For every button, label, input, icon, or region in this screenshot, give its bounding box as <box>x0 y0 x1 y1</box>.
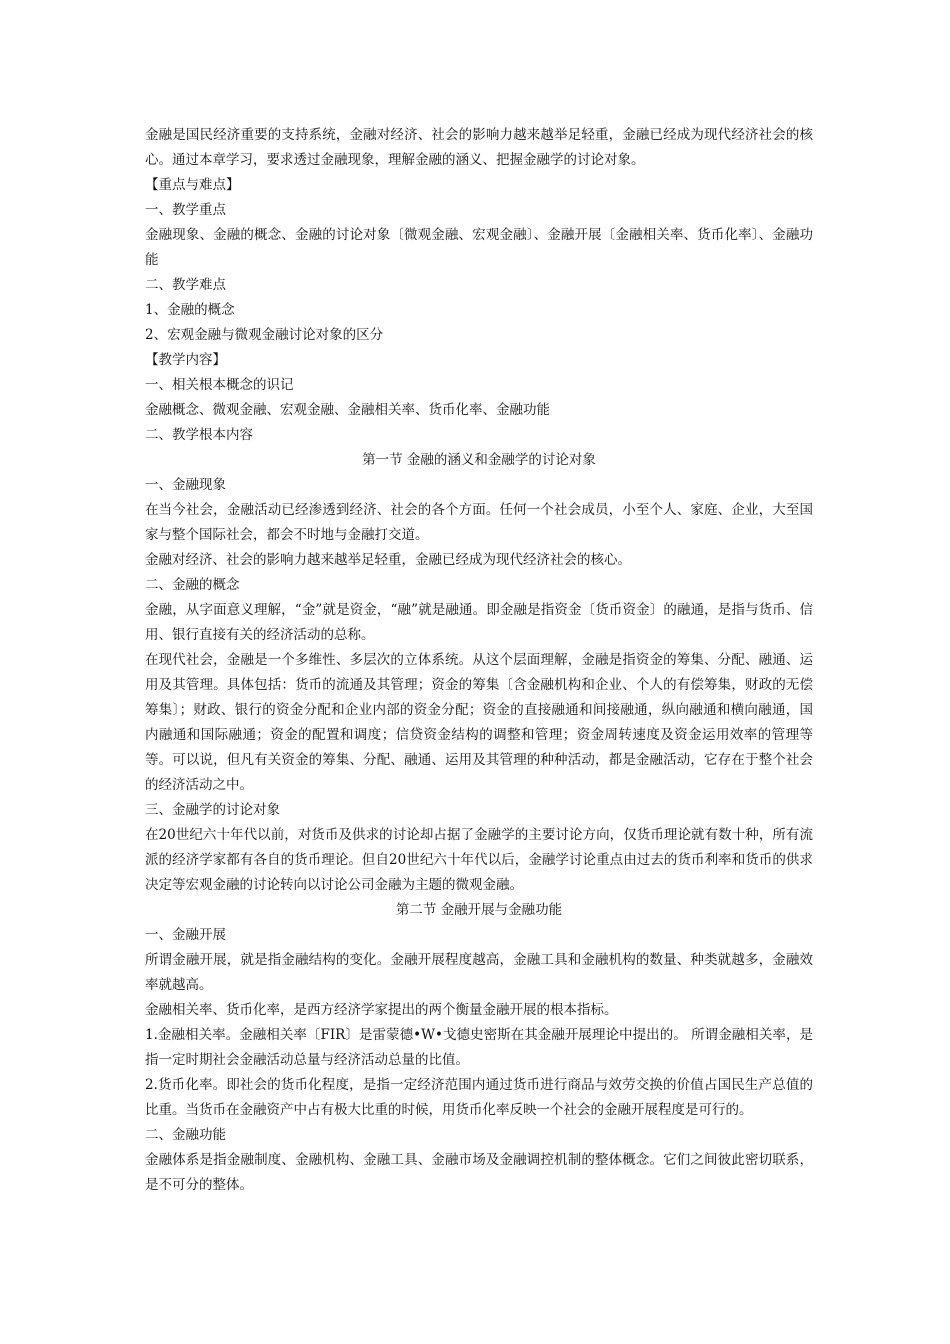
heading: 二、教学根本内容 <box>145 427 253 443</box>
section-title: 第一节 金融的涵义和金融学的讨论对象 <box>362 452 596 468</box>
document-body <box>145 123 813 1198</box>
paragraph: 金融，从字面意义理解，“金”就是资金，“融”就是融通。即金融是指资金〔货币资金〕的融通，是指与货币、信用、银行直接有关的经济活动的总称。 <box>145 602 813 643</box>
paragraph: 金融体系是指金融制度、金融机构、金融工具、金融市场及金融调控机制的整体概念。它们之间彼此密切联系，是不可分的整体。 <box>145 1152 813 1193</box>
paragraph: 金融对经济、社会的影响力越来越举足轻重，金融已经成为现代经济社会的核心。 <box>145 552 631 568</box>
paragraph: 金融相关率、货币化率，是西方经济学家提出的两个衡量金融开展的根本指标。 <box>145 1002 618 1018</box>
heading: 一、金融现象 <box>145 477 226 493</box>
paragraph: 金融现象、金融的概念、金融的讨论对象〔微观金融、宏观金融〕、金融开展〔金融相关率、货币化率〕、金融功能 <box>145 227 813 268</box>
section-label: 【重点与难点】 <box>145 177 240 193</box>
paragraph: 在当今社会，金融活动已经渗透到经济、社会的各个方面。任何一个社会成员，小至个人、家庭、企业，大至国家与整个国际社会，都会不时地与金融打交道。 <box>145 502 813 543</box>
paragraph: 1.金融相关率。金融相关率〔FIR〕是雷蒙德•W•戈德史密斯在其金融开展理论中提出的。 所谓金融相关率，是指一定时期社会金融活动总量与经济活动总量的比值。 <box>145 1027 813 1068</box>
paragraph: 在现代社会，金融是一个多维性、多层次的立体系统。从这个层面理解，金融是指资金的筹集、分配、融通、运用及其管理。具体包括：货币的流通及其管理；资金的筹集〔含金融机构和企业、个人的有偿筹集，财政的无偿筹集〕；财政、银行的资金分配和企业内部的资金分配；资金的直接融通和间接融通，纵向融通和横向融通，国内融通和国际融通；资金的配置和调度；信贷资金结构的调整和管理；资金周转速度及资金运用效率的管理等等。可以说，但凡有关资金的筹集、分配、融通、运用及其管理的种种活动，都是金融活动，它存在于整个社会的经济活动之中。 <box>145 652 813 793</box>
heading: 二、金融的概念 <box>145 577 240 593</box>
paragraph: 金融是国民经济重要的支持系统，金融对经济、社会的影响力越来越举足轻重，金融已经成为现代经济社会的核心。通过本章学习，要求透过金融现象，理解金融的涵义、把握金融学的讨论对象。 <box>145 127 813 168</box>
list-item: 1、金融的概念 <box>145 302 235 318</box>
heading: 一、相关根本概念的识记 <box>145 377 294 393</box>
section-label: 【教学内容】 <box>145 352 226 368</box>
heading: 一、教学重点 <box>145 202 226 218</box>
paragraph: 2.货币化率。即社会的货币化程度，是指一定经济范围内通过货币进行商品与效劳交换的价值占国民生产总值的比重。当货币在金融资产中占有极大比重的时候，用货币化率反映一个社会的金融开展程度是可行的。 <box>145 1077 813 1118</box>
paragraph: 金融概念、微观金融、宏观金融、金融相关率、货币化率、金融功能 <box>145 402 550 418</box>
heading: 二、金融功能 <box>145 1127 226 1143</box>
section-title: 第二节 金融开展与金融功能 <box>395 902 563 918</box>
paragraph: 在20世纪六十年代以前，对货币及供求的讨论却占据了金融学的主要讨论方向，仅货币理论就有数十种，所有流派的经济学家都有各自的货币理论。但自20世纪六十年代以后，金融学讨论重点由过去的货币利率和货币的供求决定等宏观金融的讨论转向以讨论公司金融为主题的微观金融。 <box>145 827 813 893</box>
paragraph: 所谓金融开展，就是指金融结构的变化。金融开展程度越高，金融工具和金融机构的数量、种类就越多，金融效率就越高。 <box>145 952 813 993</box>
list-item: 2、宏观金融与微观金融讨论对象的区分 <box>145 327 384 343</box>
heading: 一、金融开展 <box>145 927 226 943</box>
heading: 三、金融学的讨论对象 <box>145 802 280 818</box>
heading: 二、教学难点 <box>145 277 226 293</box>
